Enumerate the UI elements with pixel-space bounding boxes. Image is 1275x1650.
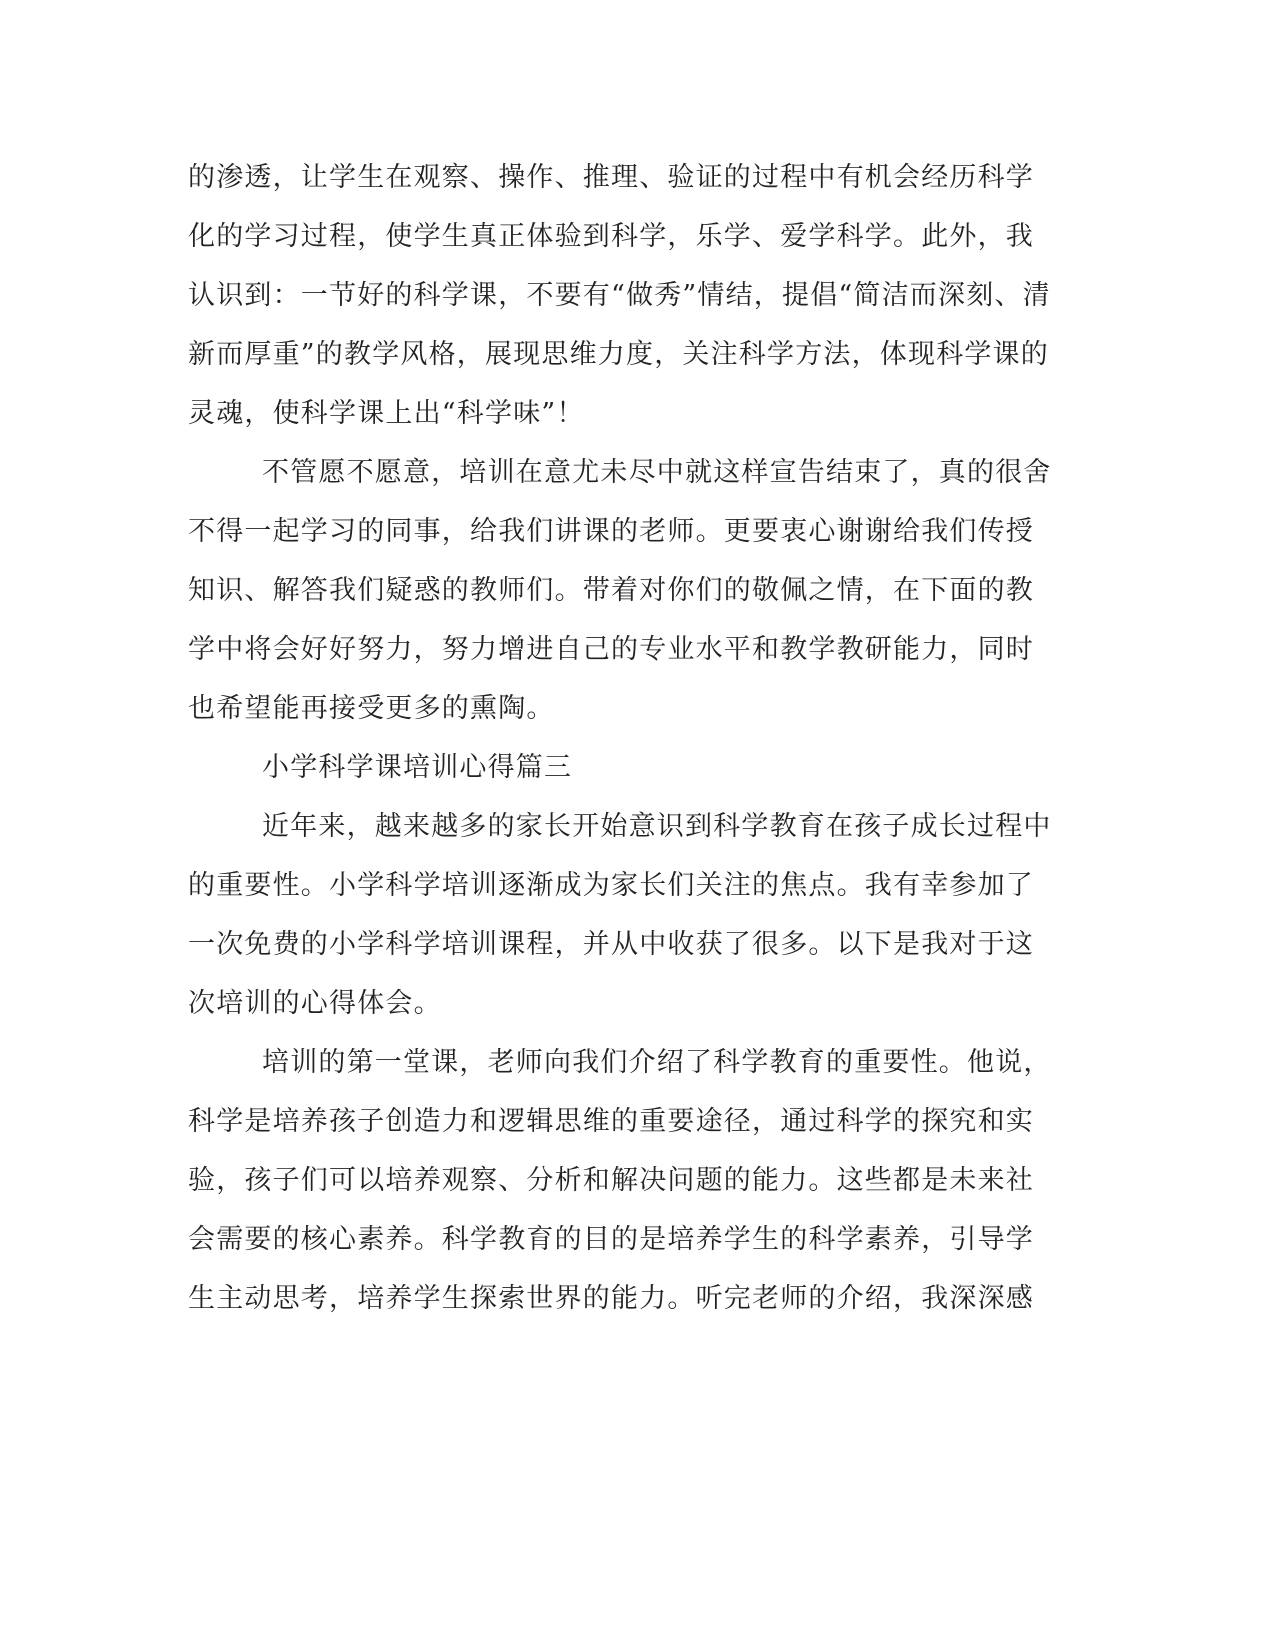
text-line: 灵魂，使科学课上出“科学味”！ bbox=[188, 398, 585, 429]
text-line: 化的学习过程，使学生真正体验到科学，乐学、爱学科学。此外，我 bbox=[188, 221, 1034, 252]
section-heading: 小学科学课培训心得篇三 bbox=[262, 752, 573, 783]
text-line: 认识到：一节好的科学课，不要有“做秀”情结，提倡“简洁而深刻、清 bbox=[188, 280, 1051, 311]
text-line: 不管愿不愿意，培训在意尤未尽中就这样宣告结束了，真的很舍 bbox=[262, 457, 1052, 488]
text-line: 也希望能再接受更多的熏陶。 bbox=[188, 693, 555, 724]
text-line: 培训的第一堂课，老师向我们介绍了科学教育的重要性。他说， bbox=[262, 1047, 1052, 1078]
text-line: 近年来，越来越多的家长开始意识到科学教育在孩子成长过程中 bbox=[262, 811, 1052, 842]
text-line: 科学是培养孩子创造力和逻辑思维的重要途径，通过科学的探究和实 bbox=[188, 1106, 1034, 1137]
text-line: 的重要性。小学科学培训逐渐成为家长们关注的焦点。我有幸参加了 bbox=[188, 870, 1034, 901]
text-line: 一次免费的小学科学培训课程，并从中收获了很多。以下是我对于这 bbox=[188, 929, 1034, 960]
text-line: 的渗透，让学生在观察、操作、推理、验证的过程中有机会经历科学 bbox=[188, 162, 1034, 193]
text-line: 会需要的核心素养。科学教育的目的是培养学生的科学素养，引导学 bbox=[188, 1224, 1034, 1255]
text-line: 新而厚重”的教学风格，展现思维力度，关注科学方法，体现科学课的 bbox=[188, 339, 1050, 370]
text-line: 学中将会好好努力，努力增进自己的专业水平和教学教研能力，同时 bbox=[188, 634, 1034, 665]
text-line: 知识、解答我们疑惑的教师们。带着对你们的敬佩之情，在下面的教 bbox=[188, 575, 1034, 606]
text-line: 生主动思考，培养学生探索世界的能力。听完老师的介绍，我深深感 bbox=[188, 1283, 1034, 1314]
text-line: 不得一起学习的同事，给我们讲课的老师。更要衷心谢谢给我们传授 bbox=[188, 516, 1034, 547]
text-line: 验，孩子们可以培养观察、分析和解决问题的能力。这些都是未来社 bbox=[188, 1165, 1034, 1196]
text-line: 次培训的心得体会。 bbox=[188, 988, 442, 1019]
